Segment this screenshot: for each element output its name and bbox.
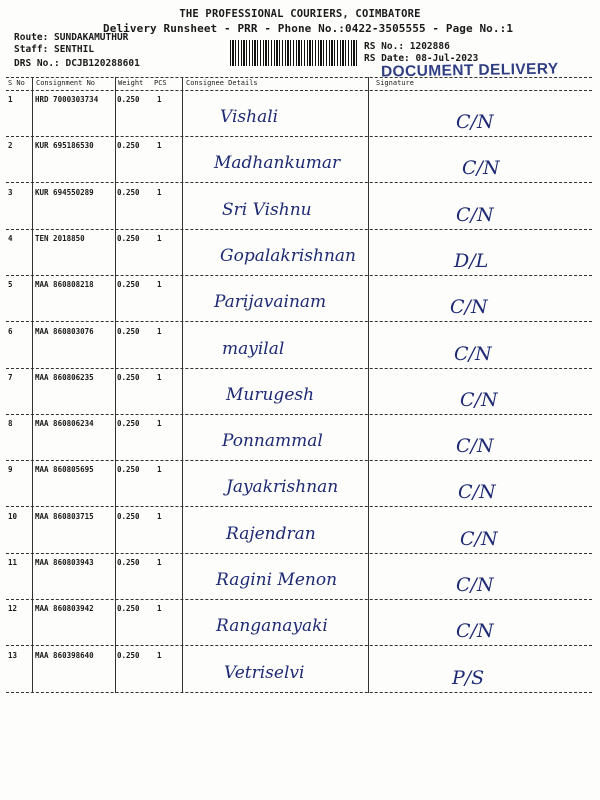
row-consignment-no: MAA 860803715	[35, 511, 94, 521]
row-pcs: 1	[157, 511, 162, 521]
row-signature: C/N	[456, 435, 494, 458]
header-top-rule	[6, 77, 592, 78]
row-signature: C/N	[456, 203, 494, 226]
row-divider	[6, 645, 592, 646]
row-consignment-no: MAA 860806235	[35, 372, 94, 382]
row-signature: C/N	[450, 296, 488, 319]
row-signature: C/N	[462, 157, 500, 180]
row-weight: 0.250	[117, 558, 140, 567]
drs-number: DRS No.: DCJB120288601	[14, 58, 140, 69]
column-divider	[115, 77, 116, 693]
row-consignment-no: MAA 860803076	[35, 326, 94, 336]
row-weight: 0.250	[117, 465, 140, 475]
company-name: THE PROFESSIONAL COURIERS, COIMBATORE	[179, 8, 421, 20]
row-weight: 0.250	[117, 280, 140, 290]
row-consignment-no: KUR 694550289	[35, 187, 94, 197]
rs-date: RS Date: 08-Jul-2023	[364, 53, 479, 64]
row-pcs: 1	[157, 233, 162, 243]
col-consignee-header: Consignee Details	[186, 79, 258, 87]
row-consignee-name: Rajendran	[226, 523, 316, 544]
row-weight: 0.250	[117, 187, 140, 197]
row-sno: 11	[8, 558, 18, 567]
row-consignment-no: MAA 860805695	[35, 465, 94, 475]
row-pcs: 1	[157, 372, 162, 382]
row-divider	[6, 460, 592, 461]
row-signature: C/N	[456, 574, 494, 596]
header-bottom-rule	[6, 90, 592, 91]
route-label: Route: SUNDAKAMUTHUR	[14, 32, 129, 43]
row-sno: 2	[8, 141, 13, 151]
row-weight: 0.250	[117, 372, 140, 382]
row-consignment-no: MAA 860803943	[35, 558, 94, 567]
row-weight: 0.250	[117, 141, 140, 151]
row-weight: 0.250	[117, 650, 140, 660]
row-divider	[6, 136, 592, 137]
row-sno: 1	[8, 95, 13, 104]
row-sno: 4	[8, 233, 13, 243]
row-signature: C/N	[456, 111, 494, 133]
row-consignment-no: MAA 860803942	[35, 604, 94, 614]
row-consignee-name: Ragini Menon	[216, 570, 338, 590]
row-sno: 12	[8, 604, 18, 614]
row-weight: 0.250	[117, 326, 140, 336]
row-signature: D/L	[454, 249, 489, 272]
row-sno: 13	[8, 650, 18, 660]
row-signature: C/N	[460, 527, 498, 550]
row-sno: 9	[8, 465, 13, 475]
row-pcs: 1	[157, 326, 162, 336]
column-divider	[182, 77, 183, 693]
row-divider	[6, 229, 592, 230]
row-consignment-no: MAA 860806234	[35, 419, 94, 429]
column-divider	[368, 77, 369, 693]
row-pcs: 1	[157, 419, 162, 429]
row-sno: 8	[8, 419, 13, 429]
runsheet-title: Delivery Runsheet - PRR - Phone No.:0422-3505555 - Page No.:1	[103, 22, 514, 35]
row-pcs: 1	[157, 141, 162, 151]
row-consignee-name: Ponnammal	[222, 431, 323, 452]
row-divider	[6, 275, 592, 276]
row-pcs: 1	[157, 650, 162, 660]
row-consignee-name: Ranganayaki	[216, 616, 328, 637]
column-divider	[32, 77, 33, 693]
row-pcs: 1	[157, 187, 162, 197]
row-sno: 5	[8, 280, 13, 290]
col-sno-header: S No	[8, 79, 25, 87]
row-consignee-name: Jayakrishnan	[226, 477, 339, 498]
row-divider	[6, 182, 592, 183]
row-pcs: 1	[157, 280, 162, 290]
row-consignee-name: Murugesh	[226, 384, 315, 405]
row-divider	[6, 506, 592, 507]
row-sno: 10	[8, 511, 18, 521]
col-consignment-header: Consignment No	[36, 79, 96, 87]
rs-number: RS No.: 1202886	[364, 41, 450, 52]
row-divider	[6, 414, 592, 415]
row-consignment-no: KUR 695186530	[35, 141, 94, 151]
row-consignment-no: MAA 860808218	[35, 280, 94, 290]
row-sno: 7	[8, 372, 13, 382]
row-pcs: 1	[157, 95, 162, 104]
row-consignee-name: Vishali	[220, 107, 279, 127]
row-weight: 0.250	[117, 604, 140, 614]
row-signature: C/N	[454, 342, 492, 365]
row-consignment-no: MAA 860398640	[35, 650, 94, 660]
row-divider	[6, 599, 592, 600]
col-pcs-header: PCS	[154, 79, 167, 87]
row-divider	[6, 553, 592, 554]
row-divider	[6, 368, 592, 369]
row-consignment-no: TEN 2018850	[35, 233, 85, 243]
row-signature: C/N	[456, 620, 494, 643]
row-consignee-name: Parijavainam	[214, 292, 327, 313]
col-signature-header: Signature	[376, 79, 414, 87]
document-delivery-stamp: DOCUMENT DELIVERY	[380, 60, 559, 81]
row-weight: 0.250	[117, 419, 140, 429]
row-consignment-no: HRD 7000303734	[35, 95, 99, 104]
row-consignee-name: Gopalakrishnan	[220, 245, 356, 266]
row-weight: 0.250	[117, 95, 140, 104]
row-signature: C/N	[460, 388, 498, 411]
row-divider	[6, 321, 592, 322]
row-consignee-name: Vetriselvi	[224, 662, 305, 683]
row-signature: P/S	[452, 666, 485, 689]
col-weight-header: Weight	[118, 79, 144, 87]
row-divider	[6, 692, 592, 693]
row-sno: 3	[8, 187, 13, 197]
row-consignee-name: Sri Vishnu	[222, 199, 312, 220]
staff-label: Staff: SENTHIL	[14, 44, 95, 55]
row-weight: 0.250	[117, 511, 140, 521]
row-signature: C/N	[458, 481, 496, 504]
barcode	[230, 40, 358, 66]
row-pcs: 1	[157, 558, 162, 567]
row-pcs: 1	[157, 465, 162, 475]
row-consignee-name: mayilal	[222, 338, 285, 359]
row-pcs: 1	[157, 604, 162, 614]
row-sno: 6	[8, 326, 13, 336]
row-consignee-name: Madhankumar	[214, 153, 341, 174]
row-weight: 0.250	[117, 233, 140, 243]
